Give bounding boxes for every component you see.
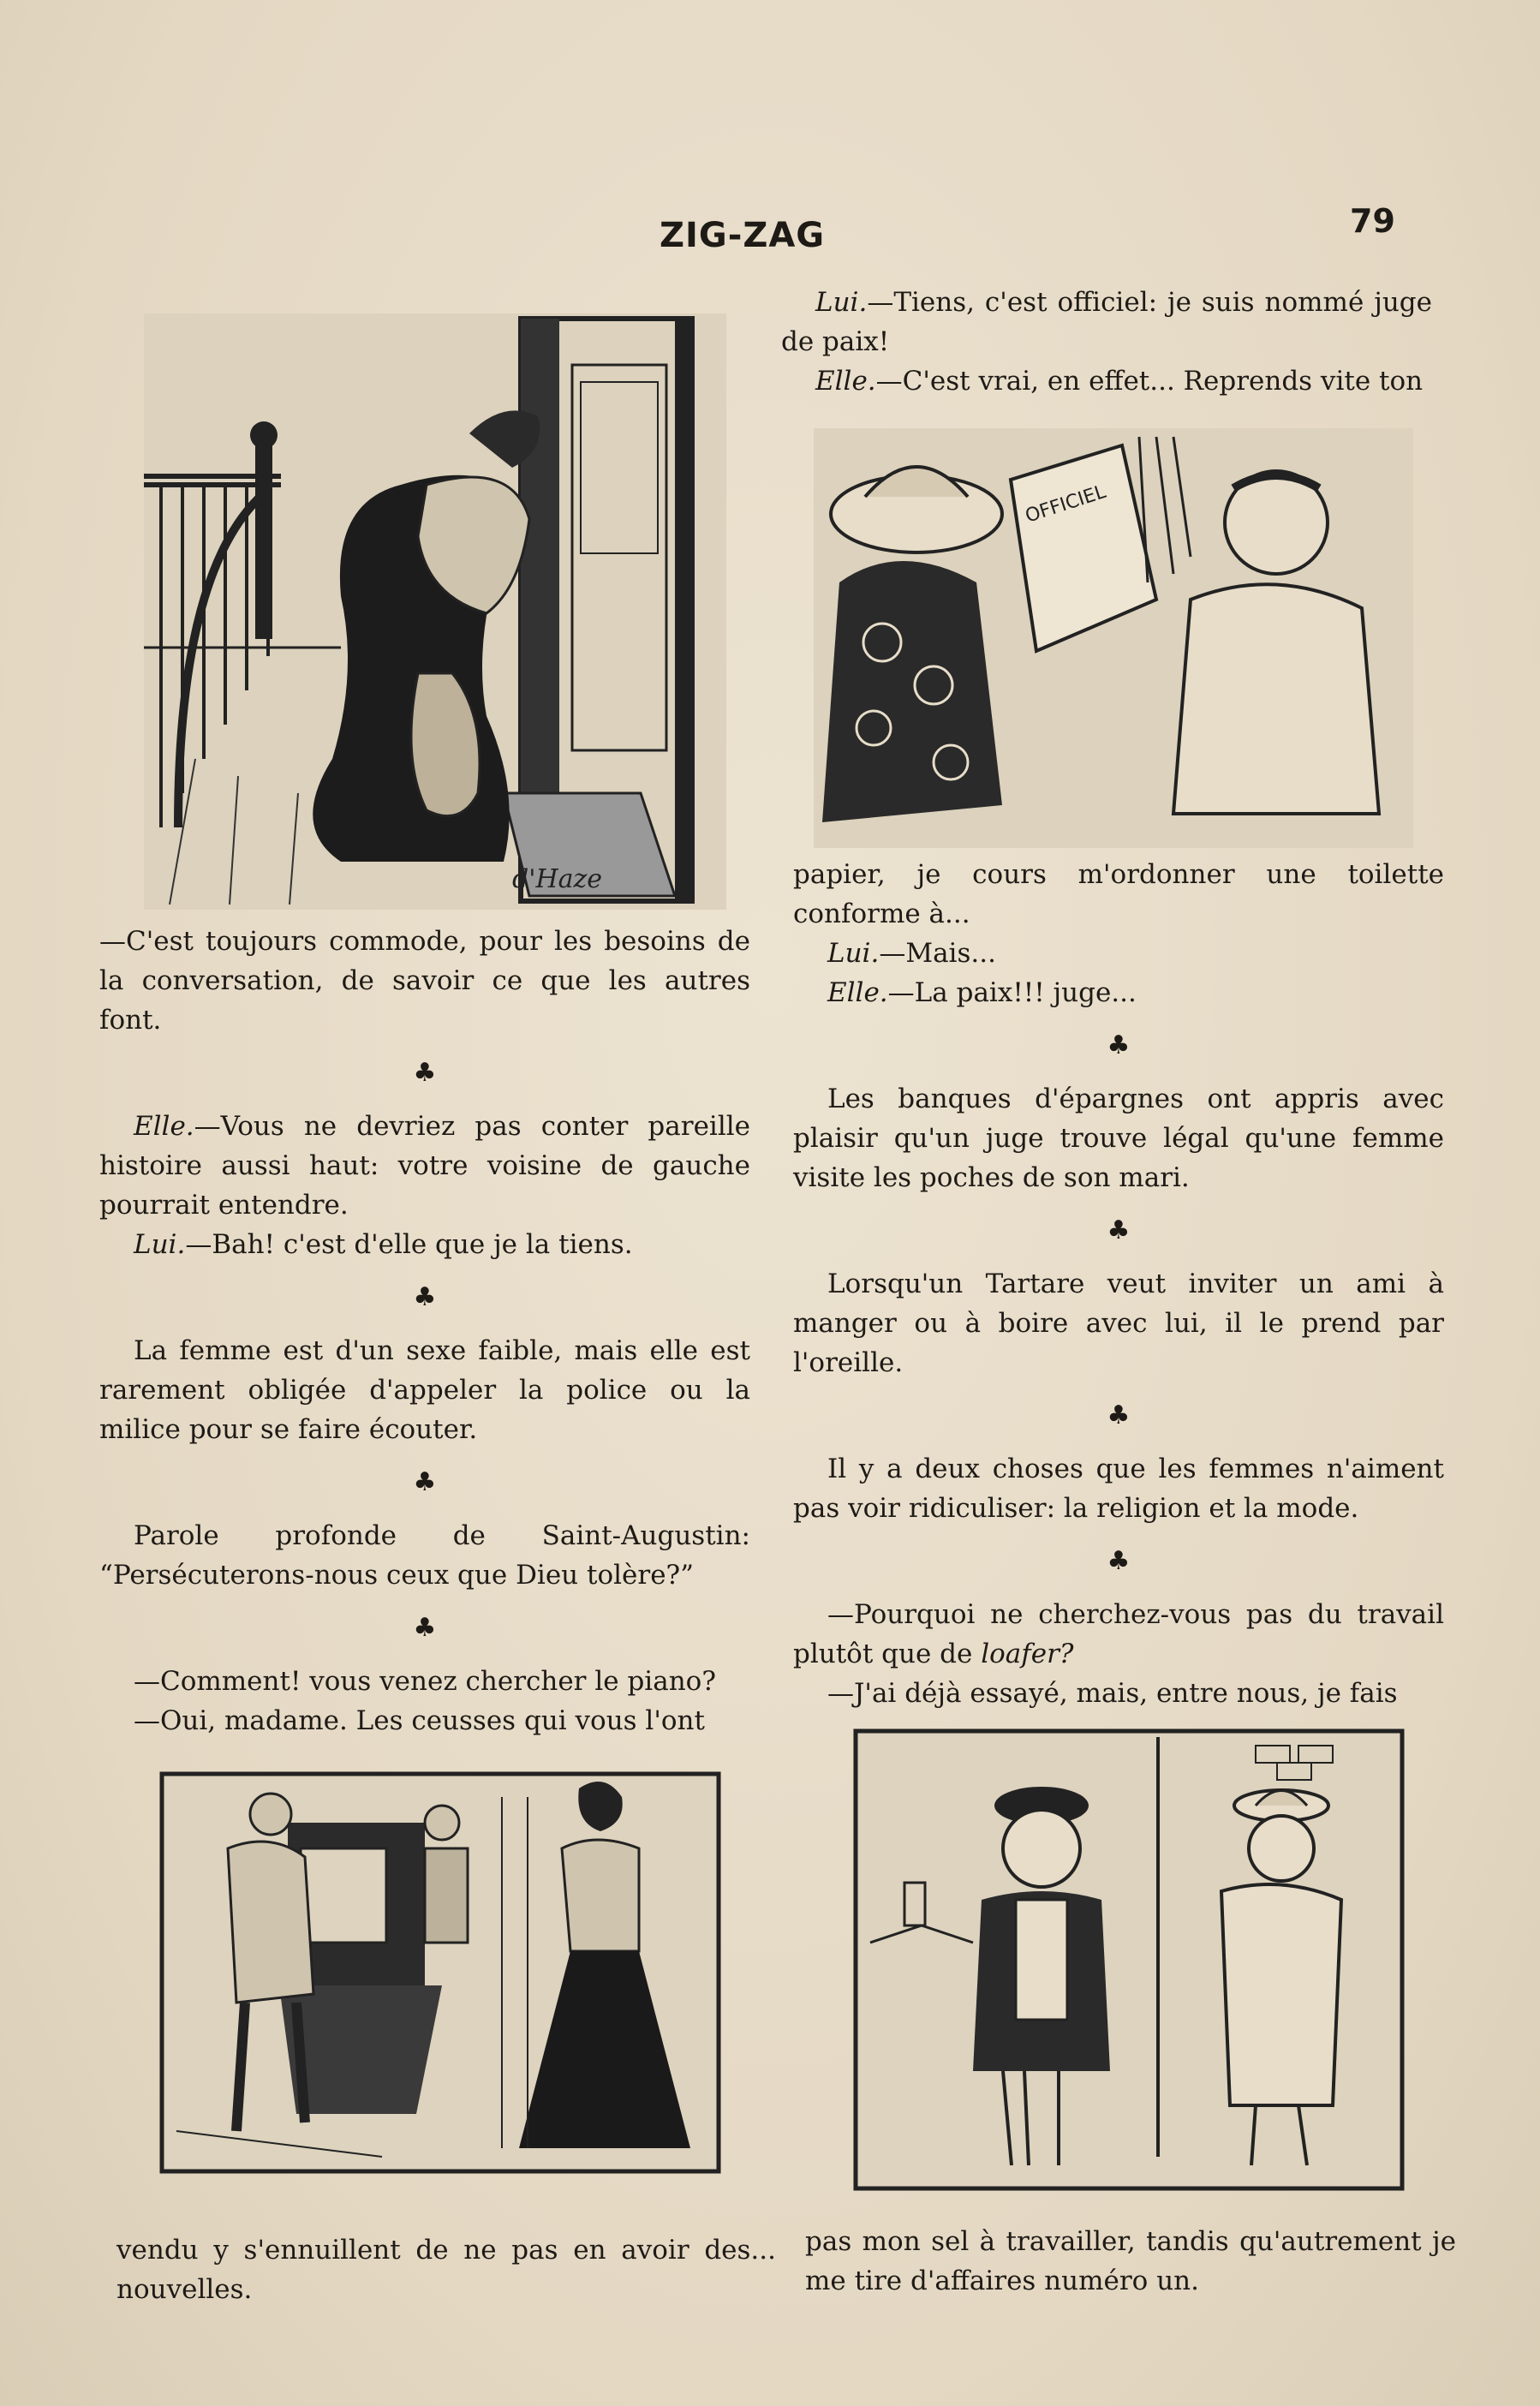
- illustration-two-men: [853, 1728, 1405, 2191]
- joke-piano-line1: —Comment! vous venez chercher le piano?: [134, 1666, 716, 1697]
- caption-door: —C'est toujours commode, pour les besoins de la conversation, de savoir ce que les autres font.: [99, 926, 750, 1036]
- right-column-text-middle: [793, 855, 1444, 1713]
- joke-piano-line2: —Oui, madame. Les ceusses qui vous l'ont: [134, 1705, 705, 1736]
- joke-judge-line1: Lui.—Tiens, c'est officiel: je suis nommé juge de paix!: [781, 287, 1432, 357]
- joke-tartare: Lorsqu'un Tartare veut inviter un ami à manger ou à boire avec lui, il le prend par l'oreille.: [793, 1269, 1444, 1378]
- illustration-couple-newspaper: [814, 428, 1413, 848]
- right-column-text-top: [781, 283, 1432, 401]
- illustration-piano-movers: [159, 1771, 721, 2174]
- illustration-woman-at-door: [144, 313, 726, 910]
- separator-club-icon: ♣: [413, 1282, 437, 1312]
- joke-weak-sex: La femme est d'un sexe faible, mais elle est rarement obligée d'appeler la police ou la milice pour se faire écouter.: [99, 1335, 750, 1445]
- joke-two-things: Il y a deux choses que les femmes n'aiment pas voir ridiculiser: la religion et la mode.: [793, 1454, 1444, 1524]
- separator-club-icon: ♣: [1107, 1030, 1131, 1060]
- joke-neighbour: Elle.—Vous ne devriez pas conter pareille histoire aussi haut: votre voisine de gauche pourrait entendre.: [99, 1111, 750, 1221]
- joke-judge-cont: papier, je cours m'ordonner une toilette conforme à...: [793, 859, 1444, 929]
- left-column-text: [99, 922, 750, 1740]
- right-column-text-end: [805, 2222, 1456, 2301]
- left-column-text-end: [116, 2230, 776, 2309]
- joke-loafer-line1: —Pourquoi ne cherchez-vous pas du travail plutôt que de loafer?: [793, 1599, 1444, 1669]
- joke-savings-banks: Les banques d'épargnes ont appris avec plaisir qu'un juge trouve légal qu'une femme visite les poches de son mari.: [793, 1084, 1444, 1193]
- quote-saint-augustin: Parole profonde de Saint-Augustin: “Persécuterons-nous ceux que Dieu tolère?”: [99, 1520, 750, 1591]
- separator-club-icon: ♣: [1107, 1215, 1131, 1245]
- separator-club-icon: ♣: [413, 1613, 437, 1643]
- joke-piano-end: vendu y s'ennuillent de ne pas en avoir des... nouvelles.: [116, 2235, 776, 2305]
- joke-neighbour-reply: Lui.—Bah! c'est d'elle que je la tiens.: [134, 1229, 633, 1260]
- separator-club-icon: ♣: [413, 1058, 437, 1088]
- joke-judge-line4: Elle.—La paix!!! juge...: [827, 977, 1137, 1008]
- joke-loafer-line2: —J'ai déjà essayé, mais, entre nous, je fais: [827, 1678, 1398, 1709]
- separator-club-icon: ♣: [413, 1467, 437, 1497]
- page-number: 79: [1350, 202, 1395, 240]
- joke-loafer-end: pas mon sel à travailler, tandis qu'autrement je me tire d'affaires numéro un.: [805, 2226, 1456, 2296]
- separator-club-icon: ♣: [1107, 1546, 1131, 1576]
- illustrator-signature: d'Haze: [512, 864, 603, 894]
- newspaper-label: OFFICIEL: [1023, 481, 1109, 528]
- joke-judge-line2: Elle.—C'est vrai, en effet... Reprends vite ton: [815, 366, 1424, 397]
- joke-judge-line3: Lui.—Mais...: [827, 938, 996, 969]
- magazine-title: ZIG-ZAG: [660, 216, 826, 255]
- separator-club-icon: ♣: [1107, 1400, 1131, 1430]
